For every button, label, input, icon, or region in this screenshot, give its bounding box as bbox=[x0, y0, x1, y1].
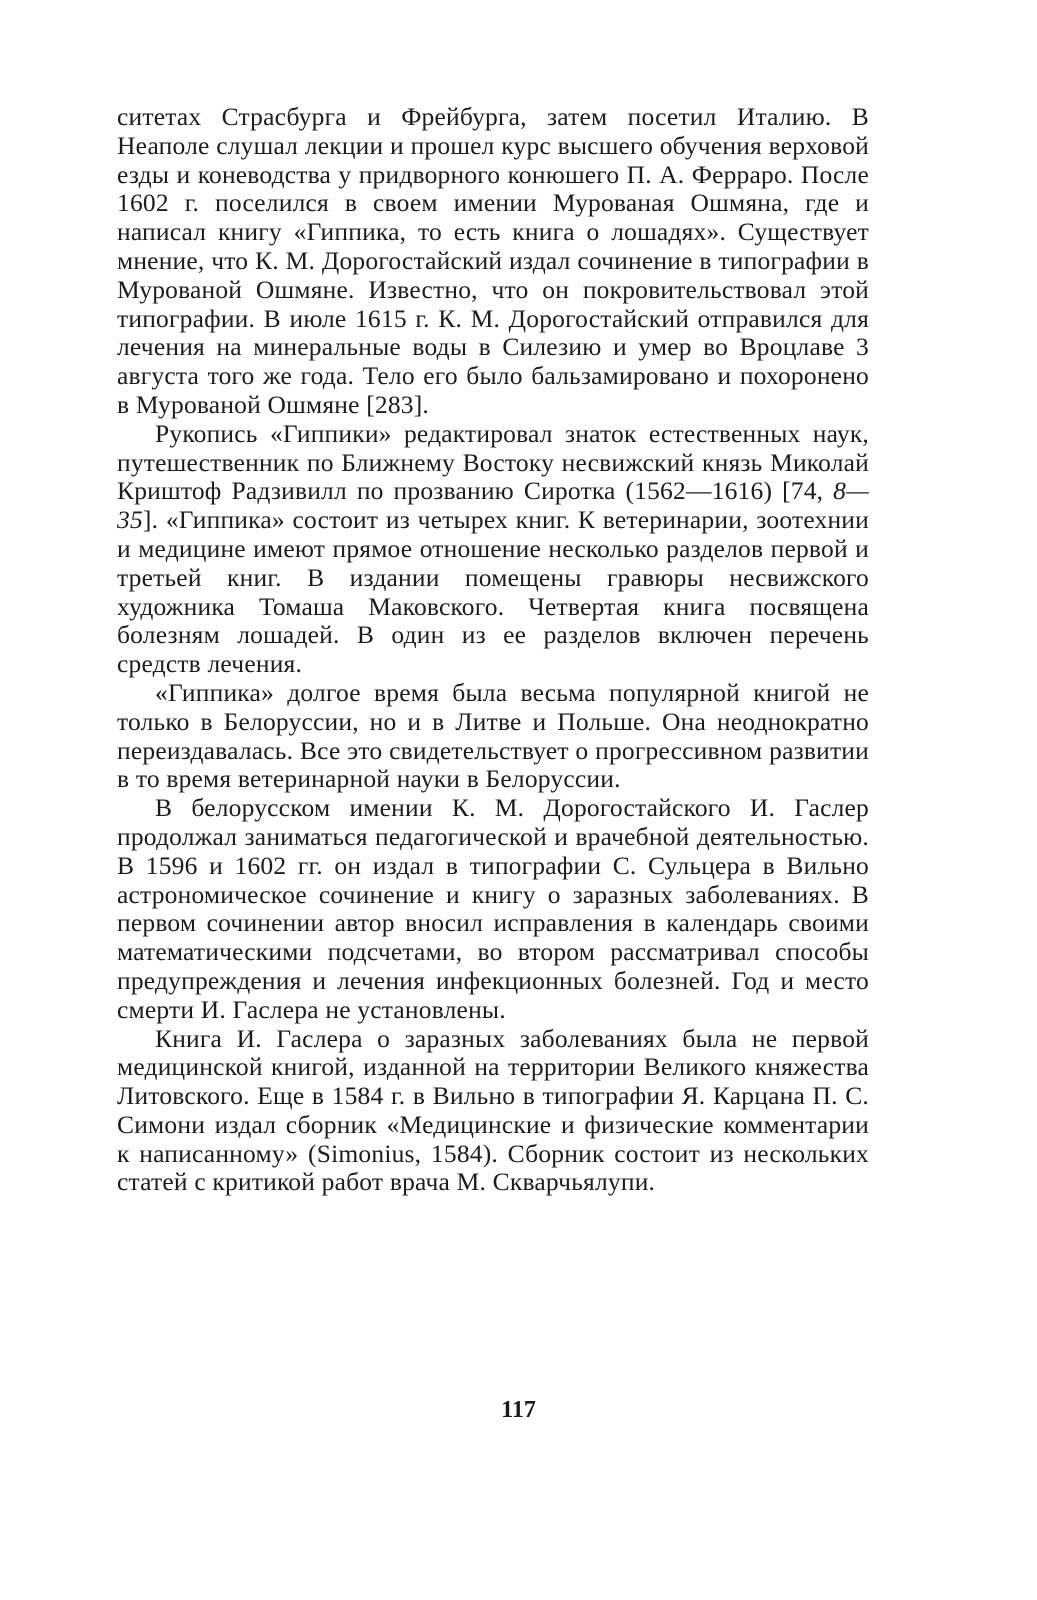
body-text bbox=[117, 103, 869, 1197]
paragraph-2-part-1: Рукопись «Гиппики» редактировал знаток естественных наук, путешественник по Ближнему Востоку несвижский князь Миколай Криштоф Радзивилл по прозванию Сиротка (1562—1616) [74, bbox=[117, 418, 869, 506]
paragraph-1: ситетах Страсбурга и Фрейбурга, затем посетил Италию. В Неаполе слушал лекции и прошел курс высшего обучения верховой езды и коневодства у придворного конюшего П. А. Ферраро. После 1602 г. поселился в своем имении Мурованая Ошмяна, где и написал книгу «Гиппика, то есть книга о лошадях». Существует мнение, что К. М. Дорогостайский издал сочинение в типографии в Мурованой Ошмяне. Известно, что он покровительствовал этой типографии. В июле 1615 г. К. М. Дорогостайский отправился для лечения на минеральные воды в Силезию и умер во Вроцлаве 3 августа того же года. Тело его было бальзамировано и похоронено в Мурованой Ошмяне [283]. bbox=[117, 102, 869, 419]
paragraph-3: «Гиппика» долгое время была весьма популярной книгой не только в Белоруссии, но и в Литве и Польше. Она неоднократно переиздавалась. Все это свидетельствует о прогрессивном развитии в то время ветеринарной науки в Белоруссии. bbox=[117, 677, 869, 794]
page-range-italic: 8—35 bbox=[117, 476, 869, 535]
paragraph-4: В белорусском имении К. М. Дорогостайского И. Гаслер продолжал заниматься педагогической и врачебной деятельностью. В 1596 и 1602 гг. он издал в типографии С. Сульцера в Вильно астрономическое сочинение и книгу о заразных заболеваниях. В первом сочинении автор вносил исправления в календарь своими математическими подсчетами, во втором рассматривал способы предупреждения и лечения инфекционных болезней. Год и место смерти И. Гаслера не установлены. bbox=[117, 793, 869, 1024]
paragraph-5: Книга И. Гаслера о заразных заболеваниях была не первой медицинской книгой, изданной на территории Великого княжества Литовского. Еще в 1584 г. в Вильно в типографии Я. Карцана П. С. Симони издал сборник «Медицинские и физические комментарии к написанному» (Simonius, 1584). Сборник состоит из нескольких статей с критикой работ врача М. Скварчьялупи. bbox=[117, 1023, 869, 1197]
page-number: 117 bbox=[501, 1397, 536, 1423]
paragraph-2 bbox=[117, 420, 869, 679]
paragraph-2-part-2: ]. «Гиппика» состоит из четырех книг. К ветеринарии, зоотехнии и медицине имеют прямое отношение несколько разделов первой и третьей книг. В издании помещены гравюры несвижского художника Томаша Маковского. Четвертая книга посвящена болезням лошадей. В один из ее разделов включен перечень средств лечения. bbox=[117, 505, 869, 679]
